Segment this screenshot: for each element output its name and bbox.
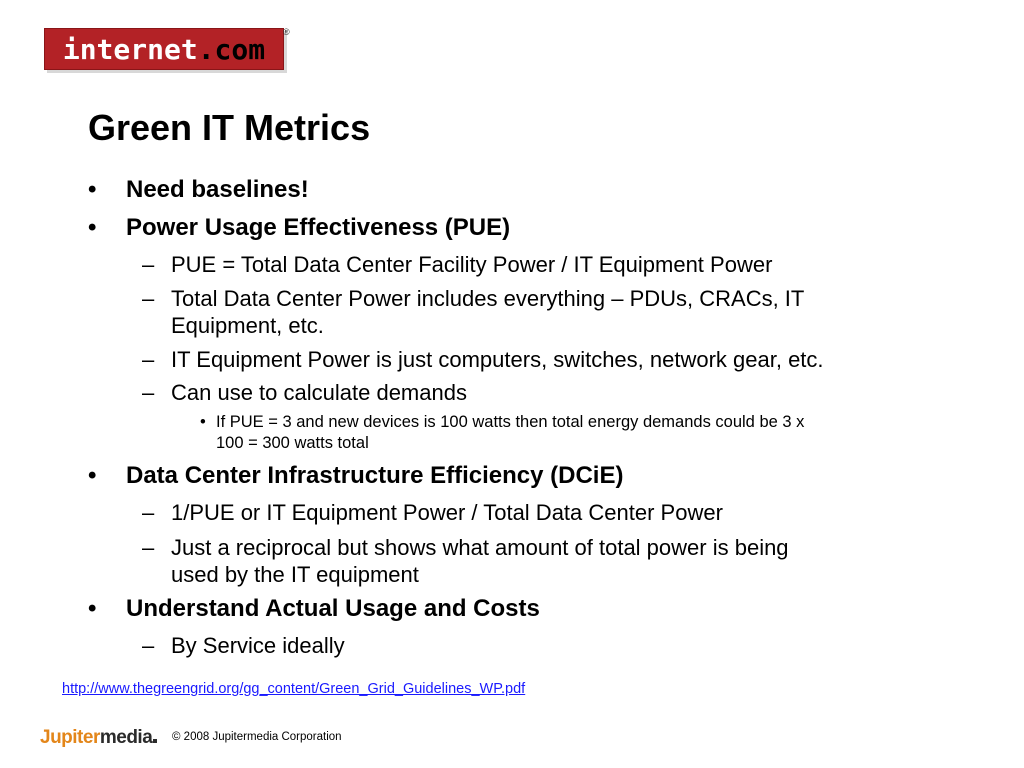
dash-marker: – <box>142 347 155 372</box>
internet-com-logo <box>44 28 284 70</box>
sub-bullet-text: 1/PUE or IT Equipment Power / Total Data Center Power <box>171 500 723 525</box>
sub-bullet-text: Can use to calculate demands <box>171 380 467 405</box>
bullet-text: Data Center Infrastructure Efficiency (DCiE) <box>126 462 624 489</box>
logo-text-dotcom: .com <box>197 32 266 66</box>
bullet-text: Understand Actual Usage and Costs <box>126 595 540 622</box>
logo-text-media: media <box>99 727 153 748</box>
sub-bullet-text-line2: Equipment, etc. <box>171 313 324 338</box>
dash-marker: – <box>142 252 155 277</box>
sub-sub-bullet-text-line2: 100 = 300 watts total <box>216 434 369 452</box>
logo-text-internet: internet <box>62 32 198 66</box>
sub-bullet-text: PUE = Total Data Center Facility Power / IT Equipment Power <box>171 252 773 277</box>
logo-dot-icon <box>153 739 157 743</box>
sub-bullet-text: IT Equipment Power is just computers, switches, network gear, etc. <box>171 347 824 372</box>
source-link[interactable]: http://www.thegreengrid.org/gg_content/Green_Grid_Guidelines_WP.pdf <box>62 681 526 697</box>
slide-title: Green IT Metrics <box>88 107 371 148</box>
sub-sub-bullet-text-line1: If PUE = 3 and new devices is 100 watts then total energy demands could be 3 x <box>216 413 805 431</box>
logo-text-jupiter: Jupiter <box>40 727 100 748</box>
bullet-marker: • <box>88 462 97 489</box>
dash-marker: – <box>142 535 155 560</box>
bullet-text: Need baselines! <box>126 176 309 203</box>
sub-bullet-text-line2: used by the IT equipment <box>171 562 419 587</box>
bullet-marker: • <box>88 176 97 203</box>
sub-bullet-text-line1: Total Data Center Power includes everything – PDUs, CRACs, IT <box>171 286 805 311</box>
dash-marker: – <box>142 633 155 658</box>
bullet-marker: • <box>88 595 97 622</box>
registered-mark: ® <box>283 27 290 37</box>
jupitermedia-logo <box>40 726 157 750</box>
sub-bullet-text-line1: Just a reciprocal but shows what amount of total power is being <box>171 535 789 560</box>
dash-marker: – <box>142 500 155 525</box>
bullet-marker: • <box>200 413 206 431</box>
bullet-marker: • <box>88 214 97 241</box>
dash-marker: – <box>142 286 155 311</box>
copyright-notice: © 2008 Jupitermedia Corporation <box>172 731 342 743</box>
bullet-text: Power Usage Effectiveness (PUE) <box>126 214 511 241</box>
dash-marker: – <box>142 380 155 405</box>
sub-bullet-text: By Service ideally <box>171 633 345 658</box>
